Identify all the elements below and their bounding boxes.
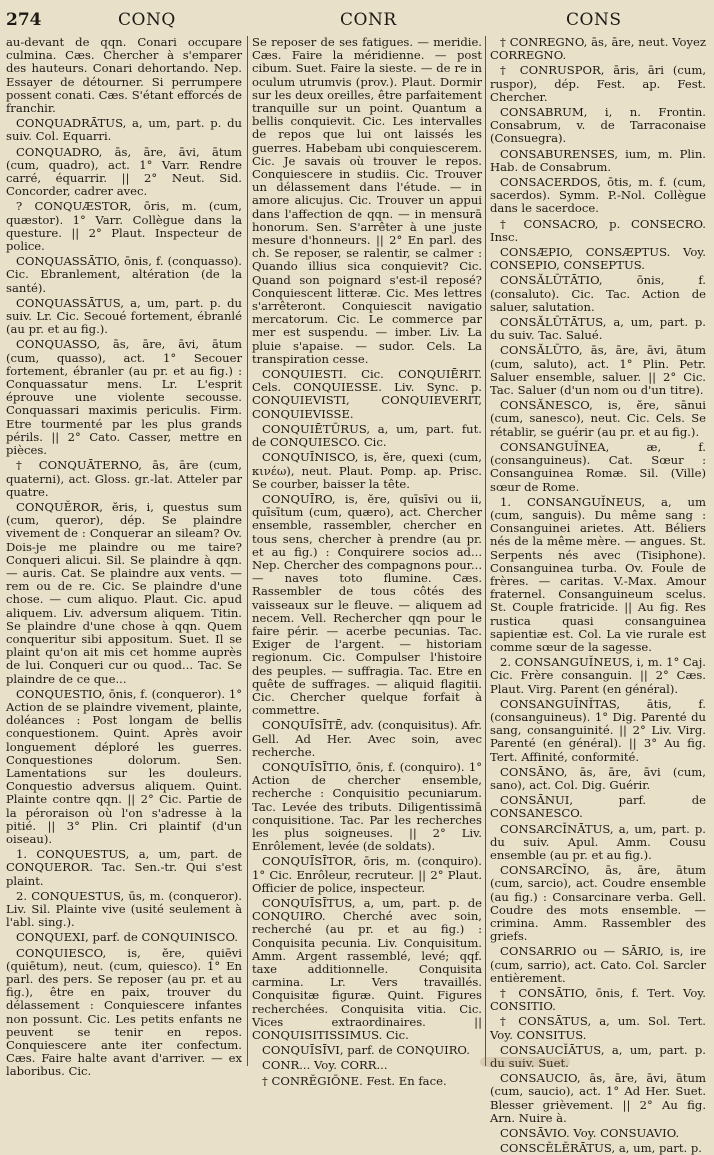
dictionary-entry: CONSARCĬNO, ās, āre, ātum (cum, sarcio), act. Coudre ensemble (au fig.) : Consarcinare verba. Gell. Coudre des mots ensemble. — crimina. Amm. Rassembler des griefs.: [490, 863, 706, 944]
dictionary-entry: CONQUIĒTŪRUS, a, um, part. fut. de CONQUIESCO. Cic.: [252, 421, 482, 450]
dictionary-entry: CONQUĪSĪTOR, ōris, m. (conquiro). 1° Cic. Enrôleur, recruteur. || 2° Plaut. Officier de police, inspecteur.: [252, 854, 482, 895]
column-divider: [485, 36, 486, 1066]
dictionary-entry: CONQUIESCO, is, ĕre, quiēvi (quiētum), neut. (cum, quiesco). 1° En parl. des pers. Se reposer (au pr. et au fig.), être en paix, trouver du délassement : Conquiescere infantes non possunt. Cic. Les petits enfants ne peuvent se tenir en repos. Conquiescere ante iter confectum. Cæs. Faire halte avant d'arriver. — ex laboribus. Cic.: [6, 945, 242, 1079]
dictionary-entry: 2. CONSANGUĬNEUS, i, m. 1° Caj. Cic. Frère consanguin. || 2° Cæs. Plaut. Virg. Parent (en général).: [490, 655, 706, 696]
dictionary-entry: CONSANGUĬNEA, æ, f. (consanguineus). Cat. Sœur : Consanguinea Romæ. Sil. (Ville) sœur de Rome.: [490, 439, 706, 494]
dictionary-entry: CONQUASSO, ās, āre, āvi, ātum (cum, quasso), act. 1° Secouer fortement, ébranler (au pr. et au fig.) : Conquassatur mens. Lr. L'esprit éprouve une violente secousse. Conquassari maximis periculis. Firm. Etre tourmenté par les plus grands périls. || 2° Cato. Casser, mettre en pièces.: [6, 337, 242, 458]
dictionary-entry: CONSÆPIO, CONSÆPTUS. Voy. CONSEPIO, CONSEPTUS.: [490, 245, 706, 273]
dictionary-entry: CONQUADRO, ās, āre, āvi, ātum (cum, quadro), act. 1° Varr. Rendre carré, équarrir. || 2° Neut. Sid. Concorder, cadrer avec.: [6, 144, 242, 199]
dictionary-entry: CONSARRIO ou — SĀRIO, is, ire (cum, sarrio), act. Cato. Col. Sarcler entièrement.: [490, 944, 706, 985]
dictionary-entry: 1. CONSANGUĬNEUS, a, um (cum, sanguis). Du même sang : Consanguinei arietes. Att. Béliers nés de la même mère. — angues. St. Serpents nés avec (Tisiphone). Consanguinea turba. Ov. Foule de frères. — caritas. V.-Max. Amour fraternel. Consanguineum scelus. St. Couple fratricide. || Au fig. Res rustica quasi consanguinea sapientiæ est. Col. La vie rurale est comme sœur de la sagesse.: [490, 494, 706, 654]
dictionary-entry: † CONQUĀTERNO, ās, āre (cum, quaterni), act. Gloss. gr.-lat. Atteler par quatre.: [6, 458, 242, 499]
center-guide-word: CONR: [340, 10, 397, 30]
dictionary-entry: CONQUĪNISCO, is, ĕre, quexi (cum, κινέω), neut. Plaut. Pomp. ap. Prisc. Se courber, baisser la tête.: [252, 450, 482, 491]
dictionary-entry: † CONSĀTIO, ōnis, f. Tert. Voy. CONSITIO.: [490, 986, 706, 1014]
dictionary-entry: CONQUĪSĪTUS, a, um, part. p. de CONQUIRO. Cherché avec soin, recherché (au pr. et au fig.) : Conquisita pecunia. Liv. Conquisitum. Amm. Argent rassemblé, levé; qqf. taxe additionnelle. Conquisita carmina. Lr. Vers travaillés. Conquisitæ figuræ. Quint. Figures recherchées. Conquisita vitia. Cic. Vices extraordinaires. || CONQUISITISSIMUS. Cic.: [252, 896, 482, 1043]
dictionary-entry: CONSĂLŪTO, ās, āre, āvi, ātum (cum, saluto), act. 1° Plin. Petr. Saluer ensemble, saluer. || 2° Cic. Tac. Saluer (d'un nom ou d'un titre).: [490, 343, 706, 398]
right-guide-word: CONS: [566, 10, 622, 30]
dictionary-entry: 1. CONQUESTUS, a, um, part. de CONQUEROR. Tac. Sen.-tr. Qui s'est plaint.: [6, 847, 242, 888]
dictionary-entry: CONQUASSĀTUS, a, um, part. p. du suiv. Lr. Cic. Secoué fortement, ébranlé (au pr. et au fig.).: [6, 295, 242, 337]
column-divider: [247, 36, 248, 1066]
text-columns: [6, 35, 706, 1155]
column-right: [490, 35, 706, 1155]
dictionary-entry: CONSARCĬNĀTUS, a, um, part. p. du suiv. Apul. Amm. Cousu ensemble (au pr. et au fig.).: [490, 821, 706, 862]
dictionary-entry: CONSAUCIO, ās, āre, āvi, ātum (cum, saucio), act. 1° Ad Her. Suet. Blesser grièvement. || 2° Au fig. Arn. Nuire à.: [490, 1071, 706, 1125]
dictionary-entry: † CONRUSPOR, āris, āri (cum, ruspor), dép. Fest. ap. Fest. Chercher.: [490, 63, 706, 104]
dictionary-entry: CONSĂNESCO, is, ĕre, sānui (cum, sanesco), neut. Cic. Cels. Se rétablir, se guérir (au pr. et au fig.).: [490, 398, 706, 439]
dictionary-entry: CONSABRUM, i, n. Frontin. Consabrum, v. de Tarraconaise (Consuegra).: [490, 105, 706, 146]
dictionary-entry: CONQUĔROR, ĕris, i, questus sum (cum, queror), dép. Se plaindre vivement de : Conquerar an sileam? Ov. Dois-je me plaindre ou me taire? Conqueri alicui. Sil. Se plaindre à qqn. — auris. Cat. Se plaindre aux vents. —rem ou de re. Cic. Se plaindre d'une chose. — cum aliquo. Plaut. Cic. apud aliquem. Liv. adversum aliquem. Titin. Se plaindre d'une chose à qqn. Quem conqueritur sibi appositum. Suet. Il se plaint qu'on ait mis cet homme auprès de lui. Conqueri cur ou quod... Tac. Se plaindre de ce que...: [6, 499, 242, 686]
dictionary-entry: CONSĂLŪTĀTUS, a, um, part. p. du suiv. Tac. Salué.: [490, 315, 706, 343]
dictionary-entry: CONQUIESTI. Cic. CONQUIĒRIT. Cels. CONQUIESSE. Liv. Sync. p. CONQUIEVISTI, CONQUIEVERIT, CONQUIEVISSE.: [252, 367, 482, 421]
dictionary-entry: CONSACERDOS, ōtis, m. f. (cum, sacerdos). Symm. P.-Nol. Collègue dans le sacerdoce.: [490, 175, 706, 216]
ink-smudge: [480, 1057, 570, 1067]
dictionary-entry: CONQUĪSĪVI, parf. de CONQUIRO.: [262, 1043, 470, 1058]
dictionary-entry: † CONSACRO, p. CONSECRO. Insc.: [490, 216, 706, 244]
dictionary-entry: CONQUĪRO, is, ĕre, quīsīvi ou ii, quīsītum (cum, quæro), act. Chercher ensemble, rassembler, chercher en tous sens, chercher à prendre (au pr. et au fig.) : Conquirere socios ad... Nep. Chercher des compagnons pour... — naves toto flumine. Cæs. Rassembler de tous côtés des vaisseaux sur le fleuve. — aliquem ad necem. Vell. Rechercher qqn pour le faire périr. — acerbe pecunias. Tac. Exiger de l'argent. — historiam regionum. Cic. Compulser l'histoire des peuples. — suffragia. Tac. Etre en quête de suffrages. — aliquid flagitii. Cic. Chercher quelque forfait à commettre.: [252, 491, 482, 718]
dictionary-entry: CONSCĔLĔRĀTUS, a, um, part. p.: [500, 1141, 702, 1155]
dictionary-entry: CONR... Voy. CORR...: [262, 1058, 388, 1073]
dictionary-entry: CONQUESTIO, ōnis, f. (conqueror). 1° Action de se plaindre vivement, plainte, doléances : Post longam de bellis conquestionem. Quint. Après avoir longuement déploré les guerres. Conquestiones dolorum. Sen. Lamentations sur les douleurs. Conquestio adversus aliquem. Quint. Plainte contre qqn. || 2° Cic. Partie de la péroraison où l'on s'adresse à la pitié. || 3° Plin. Cri plaintif (d'un oiseau).: [6, 686, 242, 846]
left-guide-word: CONQ: [118, 10, 176, 30]
dictionary-entry: Se reposer de ses fatigues. — meridie. Cæs. Faire la méridienne. — post cibum. Suet. Faire la sieste. — de re in oculum utrumvis (prov.). Plaut. Dormir sur les deux oreilles, être parfaitement tranquille sur un point. Quantum a bellis conquievit. Cic. Les intervalles de repos que lui ont laissés les guerres. Habebam ubi conquiescerem. Cic. Je savais où trouver le repos. Conquiescere in studiis. Cic. Trouver un délassement dans l'étude. — in amore alicujus. Cic. Trouver un appui dans l'affection de qqn. — in mensurā honorum. Sen. S'arrêter à une juste mesure d'honneurs. || 2° En parl. des ch. Se reposer, se ralentir, se calmer : Quando illius sica conquievit? Cic. Quand son poignard s'est-il reposé? Conquiescent litteræ. Cic. Mes lettres s'arrêteront. Conquiescit navigatio mercatorum. Cic. Le commerce par mer est suspendu. — imber. Liv. La pluie s'apaise. — sudor. Cels. La transpiration cesse.: [252, 35, 482, 366]
column-left: [6, 35, 242, 1079]
dictionary-entry: CONSĀNUI, parf. de CONSANESCO.: [490, 793, 706, 821]
dictionary-entry: CONQUADRĀTUS, a, um, part. p. du suiv. Col. Equarri.: [6, 116, 242, 144]
dictionary-entry: CONSĀNO, ās, āre, āvi (cum, sano), act. Col. Dig. Guérir.: [490, 764, 706, 792]
dictionary-entry: † CONRĔGIŌNE. Fest. En face.: [262, 1073, 447, 1088]
dictionary-entry: † CONREGNO, ās, āre, neut. Voyez CORREGNO.: [490, 35, 706, 63]
column-middle: [252, 35, 482, 1088]
dictionary-entry: CONSĀVIO. Voy. CONSUAVIO.: [500, 1126, 680, 1141]
dictionary-entry: CONQUĪSĪTIO, ōnis, f. (conquiro). 1° Action de chercher ensemble, recherche : Conquisitio pecuniarum. Tac. Levée des tributs. Diligentissimā conquisitione. Tac. Par les recherches les plus soigneuses. || 2° Liv. Enrôlement, levée (de soldats).: [252, 759, 482, 854]
dictionary-entry: ? CONQUÆSTOR, ōris, m. (cum, quæstor). 1° Varr. Collègue dans la questure. || 2° Plaut. Inspecteur de police.: [6, 199, 242, 254]
dictionary-entry: CONSAUCĬĀTUS, a, um, part. p. du suiv. Suet.: [490, 1042, 706, 1071]
dictionary-entry: † CONSĀTUS, a, um. Sol. Tert. Voy. CONSITUS.: [490, 1014, 706, 1042]
dictionary-entry: CONSĂLŪTĀTIO, ōnis, f. (consaluto). Cic. Tac. Action de saluer, salutation.: [490, 273, 706, 314]
page-number: 274: [6, 10, 42, 30]
dictionary-entry: CONSANGUĬNĬTAS, ātis, f. (consanguineus). 1° Dig. Parenté du sang, consanguinité. || 2° Liv. Virg. Parenté (en général). || 3° Au fig. Tert. Affinité, conformité.: [490, 696, 706, 764]
dictionary-entry: CONSABURENSES, ium, m. Plin. Hab. de Consabrum.: [490, 146, 706, 174]
dictionary-entry: 2. CONQUESTUS, ūs, m. (conqueror). Liv. Sil. Plainte vive (usité seulement à l'abl. sing.).: [6, 888, 242, 930]
dictionary-entry: CONQUASSĀTIO, ōnis, f. (conquasso). Cic. Ebranlement, altération (de la santé).: [6, 254, 242, 295]
dictionary-entry: CONQUĪSĪTĒ, adv. (conquisitus). Afr. Gell. Ad Her. Avec soin, avec recherche.: [252, 718, 482, 759]
dictionary-entry: CONQUEXI, parf. de CONQUINISCO.: [16, 930, 238, 945]
dictionary-entry: au-devant de qqn. Conari occupare culmina. Cæs. Chercher à s'emparer des hauteurs. Conari dehortando. Nep. Essayer de détourner. Si perrumpere possent conati. Cæs. S'étant efforcés de franchir.: [6, 35, 242, 116]
running-header: [0, 8, 714, 32]
